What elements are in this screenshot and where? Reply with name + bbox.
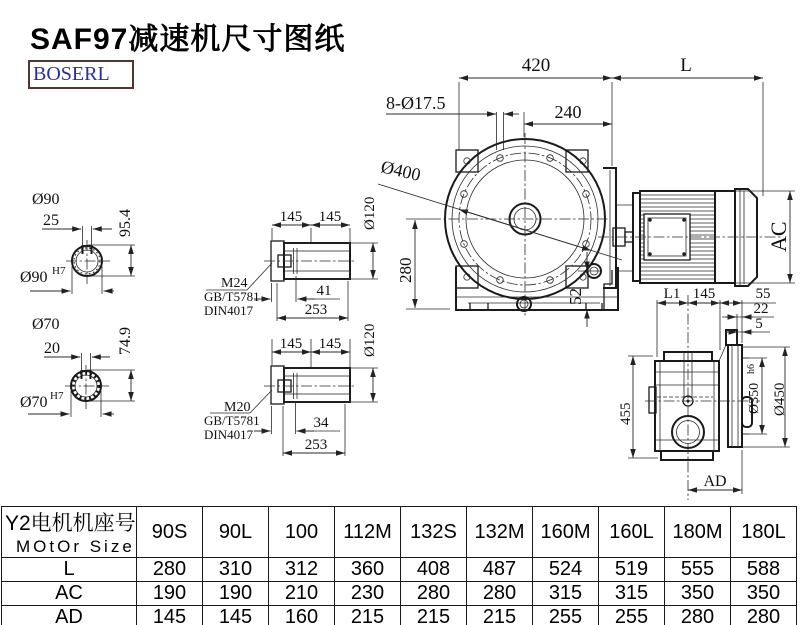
dim-side-55: 55 bbox=[755, 286, 771, 302]
table-cell: 190 bbox=[137, 582, 203, 606]
table-cell: 315 bbox=[533, 582, 599, 606]
table-cell: 215 bbox=[467, 606, 533, 625]
label-shaftb-std2: DIN4017 bbox=[204, 427, 254, 442]
table-cell: 215 bbox=[401, 606, 467, 625]
table-cell: 230 bbox=[335, 582, 401, 606]
table-cell: 145 bbox=[137, 606, 203, 625]
table-cell: 487 bbox=[467, 558, 533, 582]
dim-bore-b: Ø70 bbox=[20, 394, 48, 411]
column-header-180L: 180L bbox=[731, 507, 797, 558]
dim-shaftb-len: 253 bbox=[304, 437, 328, 453]
dim-od-b: Ø70 bbox=[32, 316, 60, 333]
table-cell: 210 bbox=[269, 582, 335, 606]
column-header-100: 100 bbox=[269, 507, 335, 558]
table-cell: 555 bbox=[665, 558, 731, 582]
column-header-90S: 90S bbox=[137, 507, 203, 558]
label-shaftb-thread: M20 bbox=[224, 400, 251, 415]
page-title: SAF97减速机尺寸图纸 bbox=[30, 23, 346, 56]
dim-front-half-width: 240 bbox=[554, 102, 582, 122]
table-cell: 190 bbox=[203, 582, 269, 606]
table-cell: 360 bbox=[335, 558, 401, 582]
table-cell: 312 bbox=[269, 558, 335, 582]
column-header-132S: 132S bbox=[401, 507, 467, 558]
dim-shaftb-l2: 145 bbox=[318, 336, 342, 352]
dim-side-height: 455 bbox=[618, 402, 634, 425]
table-cell: 280 bbox=[731, 606, 797, 625]
dim-od-a: Ø90 bbox=[32, 191, 60, 208]
dim-shafta-depth: 41 bbox=[316, 283, 332, 299]
dim-bore-a-tol: H7 bbox=[52, 265, 66, 277]
dim-keyw-a: 25 bbox=[43, 212, 59, 229]
table-row-AD bbox=[2, 606, 797, 625]
column-header-132M: 132M bbox=[467, 507, 533, 558]
dim-front-boss-h: 52 bbox=[566, 288, 585, 305]
table-cell: 280 bbox=[137, 558, 203, 582]
hollow-shaft-b bbox=[204, 324, 378, 456]
dim-side-flange: Ø450 bbox=[772, 382, 788, 416]
column-header-160M: 160M bbox=[533, 507, 599, 558]
dim-front-motor-dia: AC bbox=[766, 221, 791, 252]
dim-side-ad: AD bbox=[703, 473, 727, 490]
table-cell: 310 bbox=[203, 558, 269, 582]
dim-front-motor-len: L bbox=[680, 55, 692, 76]
label-shafta-std1: GB/T5781 bbox=[204, 289, 260, 304]
table-cell: 280 bbox=[665, 606, 731, 625]
motor-size-header-en: MOtOr Size bbox=[16, 537, 135, 556]
row-label: AD bbox=[2, 606, 137, 625]
dim-front-bolt-holes: 8-Ø17.5 bbox=[386, 93, 446, 113]
table-cell: 160 bbox=[269, 606, 335, 625]
hollow-shaft-a bbox=[204, 197, 378, 321]
table-cell: 280 bbox=[467, 582, 533, 606]
dim-shafta-dia: Ø120 bbox=[362, 196, 378, 230]
label-shafta-std2: DIN4017 bbox=[204, 303, 254, 318]
table-row-L bbox=[2, 558, 797, 582]
dim-keyh-a: 95.4 bbox=[117, 209, 134, 237]
table-cell: 255 bbox=[533, 606, 599, 625]
brand-logo: BOSERL bbox=[28, 60, 134, 89]
column-header-180M: 180M bbox=[665, 507, 731, 558]
dim-bore-a: Ø90 bbox=[20, 269, 48, 286]
dim-side-l1: L1 bbox=[663, 286, 681, 302]
column-header-90L: 90L bbox=[203, 507, 269, 558]
dim-shaftb-depth: 34 bbox=[313, 415, 329, 431]
dim-side-145: 145 bbox=[692, 286, 716, 302]
dim-front-center-h: 280 bbox=[396, 257, 415, 283]
front-view bbox=[378, 55, 795, 327]
table-cell: 255 bbox=[599, 606, 665, 625]
dim-keyh-b: 74.9 bbox=[117, 327, 134, 355]
table-cell: 524 bbox=[533, 558, 599, 582]
dim-shafta-l1: 145 bbox=[279, 209, 303, 225]
row-label: AC bbox=[2, 582, 137, 606]
dim-bore-b-tol: H7 bbox=[50, 390, 64, 402]
motor-size-header bbox=[2, 507, 137, 558]
dim-side-5: 5 bbox=[755, 316, 763, 332]
column-header-112M: 112M bbox=[335, 507, 401, 558]
spec-table bbox=[1, 506, 797, 625]
table-cell: 145 bbox=[203, 606, 269, 625]
side-view bbox=[618, 286, 790, 500]
table-row-AC bbox=[2, 582, 797, 606]
table-cell: 280 bbox=[401, 582, 467, 606]
table-cell: 588 bbox=[731, 558, 797, 582]
dim-side-spigot-tol: h6 bbox=[746, 364, 757, 374]
row-label: L bbox=[2, 558, 137, 582]
table-cell: 350 bbox=[731, 582, 797, 606]
dim-side-spigot: Ø350 bbox=[747, 382, 762, 414]
table-cell: 350 bbox=[665, 582, 731, 606]
label-shaftb-std1: GB/T5781 bbox=[204, 413, 260, 428]
dim-front-flange-dia: Ø400 bbox=[379, 156, 423, 185]
column-header-160L: 160L bbox=[599, 507, 665, 558]
dim-shafta-len: 253 bbox=[304, 302, 328, 318]
table-cell: 315 bbox=[599, 582, 665, 606]
dim-shaftb-l1: 145 bbox=[279, 336, 303, 352]
dim-front-width: 420 bbox=[521, 55, 551, 76]
dim-keyw-b: 20 bbox=[44, 340, 60, 357]
dim-side-22: 22 bbox=[753, 301, 769, 317]
shaft-section-b bbox=[20, 316, 135, 417]
dim-shaftb-dia: Ø120 bbox=[362, 323, 378, 357]
dim-shafta-l2: 145 bbox=[318, 209, 342, 225]
table-cell: 408 bbox=[401, 558, 467, 582]
label-shafta-thread: M24 bbox=[221, 276, 248, 291]
table-cell: 519 bbox=[599, 558, 665, 582]
shaft-section-a bbox=[20, 191, 135, 294]
motor-size-header-cn: Y2电机机座号 bbox=[5, 512, 136, 535]
table-cell: 215 bbox=[335, 606, 401, 625]
